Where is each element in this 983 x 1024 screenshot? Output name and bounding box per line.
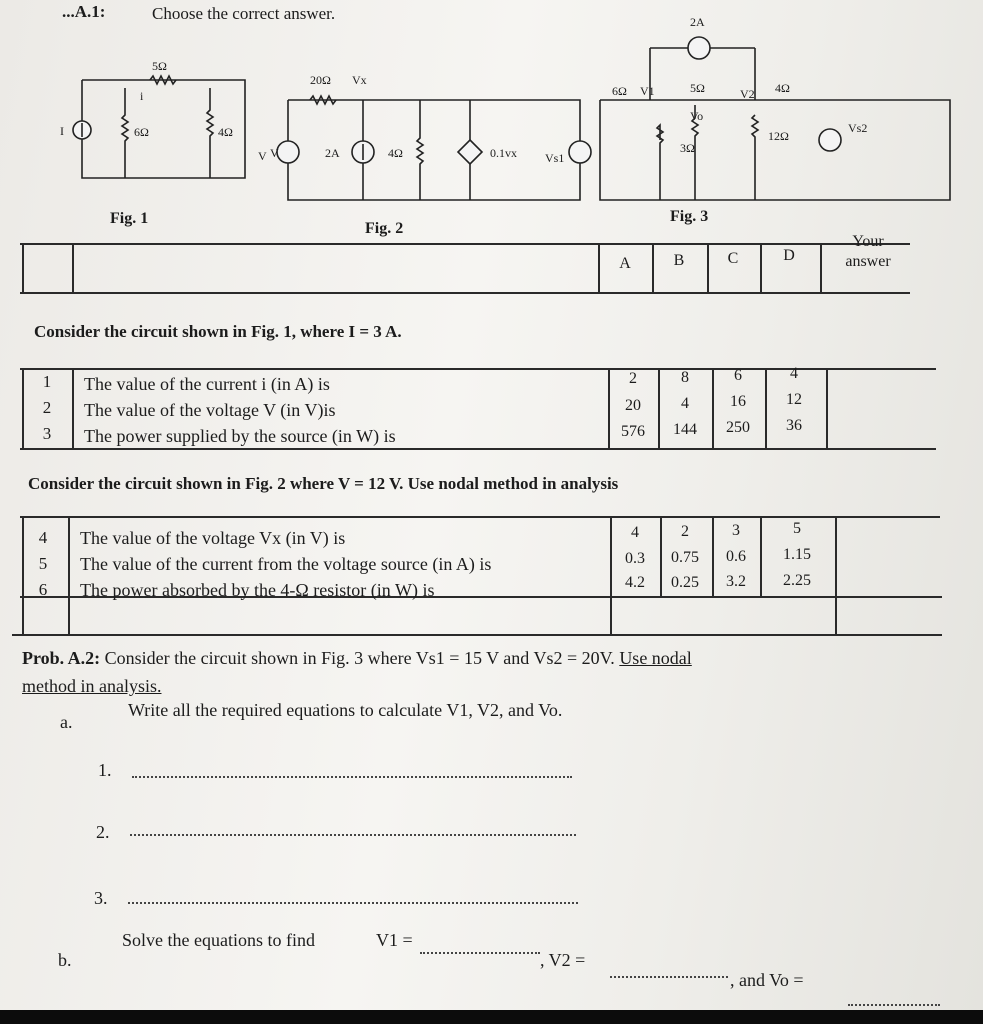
row-option-a[interactable]: 576 <box>621 423 645 440</box>
fig3-v2: V2 <box>740 87 755 101</box>
eq3-answer-line[interactable] <box>128 902 578 904</box>
fig1-r-top: 5Ω <box>152 59 167 73</box>
fig1-current: i <box>140 89 144 103</box>
col-header-a: A <box>619 255 631 272</box>
prob-underline-1: Use nodal <box>619 648 692 668</box>
header-prefix: ...A.1: <box>62 2 106 21</box>
fig3-vs1: Vs1 <box>545 151 565 165</box>
row-option-a[interactable]: 0.3 <box>625 550 645 567</box>
col-header-d: D <box>783 247 795 264</box>
row-question: The power supplied by the source (in W) is <box>84 426 396 446</box>
row-question: The value of the current i (in A) is <box>84 374 330 394</box>
row-option-a[interactable]: 4 <box>631 524 639 541</box>
row-question: The value of the current from the voltage source (in A) is <box>80 554 492 574</box>
row-number: 2 <box>42 398 52 417</box>
fig2-dep: 0.1vx <box>490 146 517 160</box>
fig3-label: Fig. 3 <box>670 208 709 225</box>
part-b-label: b. <box>58 950 72 970</box>
row-option-c[interactable]: 16 <box>730 393 746 410</box>
part-b-v2-label: , V2 = <box>540 950 586 970</box>
fig2-r-mid: 4Ω <box>388 146 403 160</box>
part-a-label: a. <box>60 712 73 732</box>
row-option-b[interactable]: 0.75 <box>671 549 699 566</box>
row-option-a[interactable]: 20 <box>625 397 641 414</box>
bottom-bar <box>0 1010 983 1024</box>
col-header-c: C <box>727 250 739 267</box>
prob-title-line <box>22 648 692 669</box>
vo-answer-line[interactable] <box>848 1004 940 1006</box>
col-header-your-answer: Your answer <box>845 233 891 270</box>
fig3-r1: 6Ω <box>612 84 627 98</box>
section2-heading: Consider the circuit shown in Fig. 2 where V = 12 V. Use nodal method in analysis <box>28 474 619 493</box>
v1-answer-line[interactable] <box>420 952 540 954</box>
fig3-r3: 4Ω <box>775 81 790 95</box>
row-option-c[interactable]: 3 <box>732 522 740 539</box>
row-option-b[interactable]: 8 <box>681 369 689 386</box>
prob-text: Consider the circuit shown in Fig. 3 where Vs1 = 15 V and Vs2 = 20V. <box>104 648 615 668</box>
fig1-label: Fig. 1 <box>110 210 149 227</box>
eq1-answer-line[interactable] <box>132 776 572 778</box>
fig2-cs: 2A <box>325 146 340 160</box>
eq3-label: 3. <box>94 888 108 908</box>
row-option-c[interactable]: 6 <box>734 367 742 384</box>
fig1-r-right: 4Ω <box>218 125 233 139</box>
prob-underline-2: method in analysis. <box>22 676 162 696</box>
row-option-a[interactable]: 2 <box>629 370 637 387</box>
fig2-label: Fig. 2 <box>365 220 404 237</box>
row-number: 6 <box>38 580 48 599</box>
row-option-c[interactable]: 250 <box>726 419 750 436</box>
fig3-vo: Vo <box>690 109 704 123</box>
row-option-b[interactable]: 144 <box>673 421 697 438</box>
row-number: 4 <box>38 528 48 547</box>
row-option-d[interactable]: 12 <box>786 391 802 408</box>
section1-heading: Consider the circuit shown in Fig. 1, where I = 3 A. <box>34 322 402 341</box>
v2-answer-line[interactable] <box>610 976 728 978</box>
part-b-v1-label: V1 = <box>376 930 413 950</box>
fig2-r-top: 20Ω <box>310 73 331 87</box>
row-option-c[interactable]: 0.6 <box>726 548 746 565</box>
row-option-a[interactable]: 4.2 <box>625 574 645 591</box>
header-title: Choose the correct answer. <box>152 4 336 23</box>
fig3-r2: 5Ω <box>690 81 705 95</box>
eq1-label: 1. <box>98 760 112 780</box>
fig2-source-label: V <box>270 146 279 160</box>
fig3-v1: V1 <box>640 84 655 98</box>
row-option-d[interactable]: 5 <box>793 520 801 537</box>
row-option-d[interactable]: 2.25 <box>783 572 811 589</box>
row-question: The value of the voltage Vx (in V) is <box>80 528 346 548</box>
fig3-cs-top: 2A <box>690 15 705 29</box>
fig1-source-label: I <box>60 124 64 138</box>
eq2-label: 2. <box>96 822 110 842</box>
row-option-d[interactable]: 1.15 <box>783 546 811 563</box>
row-option-d[interactable]: 4 <box>790 365 798 382</box>
row-option-d[interactable]: 36 <box>786 417 802 434</box>
fig3-r4: 3Ω <box>680 141 695 155</box>
fig1-voltage: V <box>258 149 267 163</box>
row-question: The value of the voltage V (in V)is <box>84 400 336 420</box>
part-b-text: Solve the equations to find <box>122 930 315 950</box>
fig3-r5: 12Ω <box>768 129 789 143</box>
row-number: 3 <box>42 424 52 443</box>
fig1-r-left: 6Ω <box>134 125 149 139</box>
part-b-vo-label: , and Vo = <box>730 970 804 990</box>
row-option-c[interactable]: 3.2 <box>726 573 746 590</box>
fig3-circuit <box>600 37 950 200</box>
eq2-answer-line[interactable] <box>130 834 576 836</box>
row-option-b[interactable]: 4 <box>681 395 689 412</box>
part-a-text: Write all the required equations to calculate V1, V2, and Vo. <box>128 700 563 720</box>
col-header-b: B <box>673 252 685 269</box>
row-number: 1 <box>42 372 52 391</box>
fig3-vs2: Vs2 <box>848 121 868 135</box>
row-option-b[interactable]: 2 <box>681 523 689 540</box>
row-number: 5 <box>38 554 48 573</box>
prob-title: Prob. A.2: <box>22 648 101 668</box>
row-question: The power absorbed by the 4-Ω resistor (in W) is <box>80 580 435 600</box>
circuit-figures <box>0 0 983 240</box>
fig2-vx: Vx <box>352 73 367 87</box>
row-option-b[interactable]: 0.25 <box>671 574 699 591</box>
